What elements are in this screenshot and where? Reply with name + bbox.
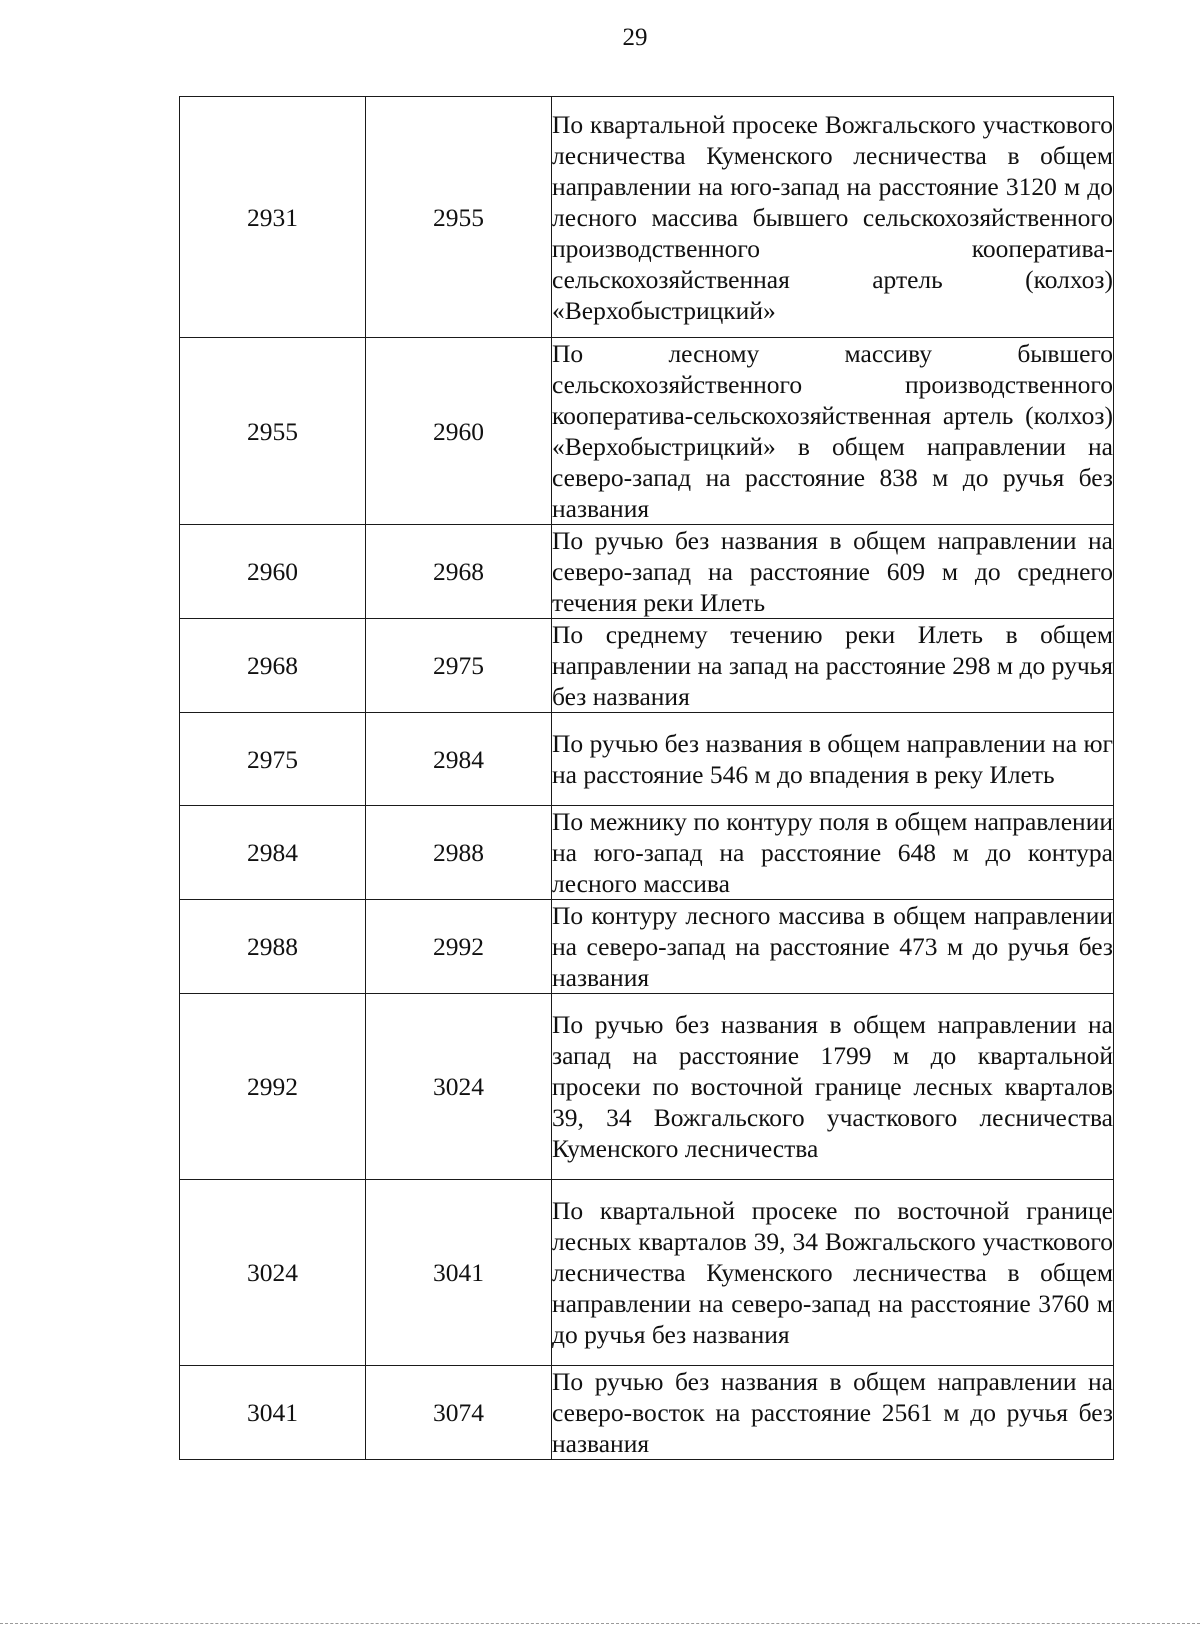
from-point-cell: 2968 [180, 619, 366, 713]
description-text: По ручью без названия в общем направлении на юг на расстояние 546 м до впадения в реку Илеть [552, 729, 1113, 789]
to-point-cell: 2992 [366, 900, 552, 994]
description-cell [552, 900, 1114, 994]
to-point-cell: 2955 [366, 97, 552, 338]
description-text: По ручью без названия в общем направлении на северо-восток на расстояние 2561 м до ручья без названия [552, 1367, 1113, 1458]
to-point-cell: 3024 [366, 994, 552, 1180]
description-text: По ручью без названия в общем направлении на северо-запад на расстояние 609 м до среднего течения реки Илеть [552, 526, 1113, 617]
description-text: По квартальной просеке Вожгальского участкового лесничества Куменского лесничества в общем направлении на юго-запад на расстояние 3120 м до лесного массива бывшего сельскохозяйственного производственного кооператива-сельскохозяйственная артель (колхоз) «Верхобыстрицкий» [552, 109, 1113, 325]
description-cell [552, 1366, 1114, 1460]
table-row [180, 806, 1114, 900]
from-point-cell: 3024 [180, 1180, 366, 1366]
from-point-cell: 2984 [180, 806, 366, 900]
table-row [180, 713, 1114, 806]
description-text: По межнику по контуру поля в общем направлении на юго-запад на расстояние 648 м до контура лесного массива [552, 807, 1113, 898]
to-point-cell: 2975 [366, 619, 552, 713]
description-cell [552, 525, 1114, 619]
description-cell [552, 806, 1114, 900]
description-cell [552, 994, 1114, 1180]
to-point-cell: 3041 [366, 1180, 552, 1366]
from-point-cell: 2992 [180, 994, 366, 1180]
description-text: По контуру лесного массива в общем направлении на северо-запад на расстояние 473 м до ручья без названия [552, 901, 1113, 992]
from-point-cell: 2955 [180, 338, 366, 525]
description-cell [552, 338, 1114, 525]
description-cell [552, 97, 1114, 338]
table-row [180, 1180, 1114, 1366]
scan-edge-line [0, 1623, 1200, 1624]
table-row [180, 97, 1114, 338]
table-row [180, 619, 1114, 713]
description-text: По квартальной просеке по восточной границе лесных кварталов 39, 34 Вожгальского участкового лесничества Куменского лесничества в общем направлении на северо-запад на расстояние 3760 м до ручья без названия [552, 1196, 1113, 1349]
description-text: По лесному массиву бывшего сельскохозяйственного производственного кооператива-сельскохозяйственная артель (колхоз) «Верхобыстрицкий» в общем направлении на северо-запад на расстояние 838 м до ручья без названия [552, 339, 1113, 523]
table-row [180, 900, 1114, 994]
table-row [180, 994, 1114, 1180]
boundary-table [179, 96, 1114, 1460]
to-point-cell: 2988 [366, 806, 552, 900]
table-row [180, 338, 1114, 525]
from-point-cell: 2960 [180, 525, 366, 619]
from-point-cell: 2988 [180, 900, 366, 994]
to-point-cell: 2984 [366, 713, 552, 806]
table-row [180, 525, 1114, 619]
description-cell [552, 713, 1114, 806]
page-number: 29 [622, 24, 648, 51]
from-point-cell: 2931 [180, 97, 366, 338]
to-point-cell: 2968 [366, 525, 552, 619]
to-point-cell: 3074 [366, 1366, 552, 1460]
description-text: По среднему течению реки Илеть в общем направлении на запад на расстояние 298 м до ручья без названия [552, 620, 1113, 711]
from-point-cell: 3041 [180, 1366, 366, 1460]
description-cell [552, 1180, 1114, 1366]
from-point-cell: 2975 [180, 713, 366, 806]
table-row [180, 1366, 1114, 1460]
description-text: По ручью без названия в общем направлении на запад на расстояние 1799 м до квартальной просеки по восточной границе лесных кварталов 39, 34 Вожгальского участкового лесничества Куменского лесничества [552, 1010, 1113, 1163]
description-cell [552, 619, 1114, 713]
to-point-cell: 2960 [366, 338, 552, 525]
